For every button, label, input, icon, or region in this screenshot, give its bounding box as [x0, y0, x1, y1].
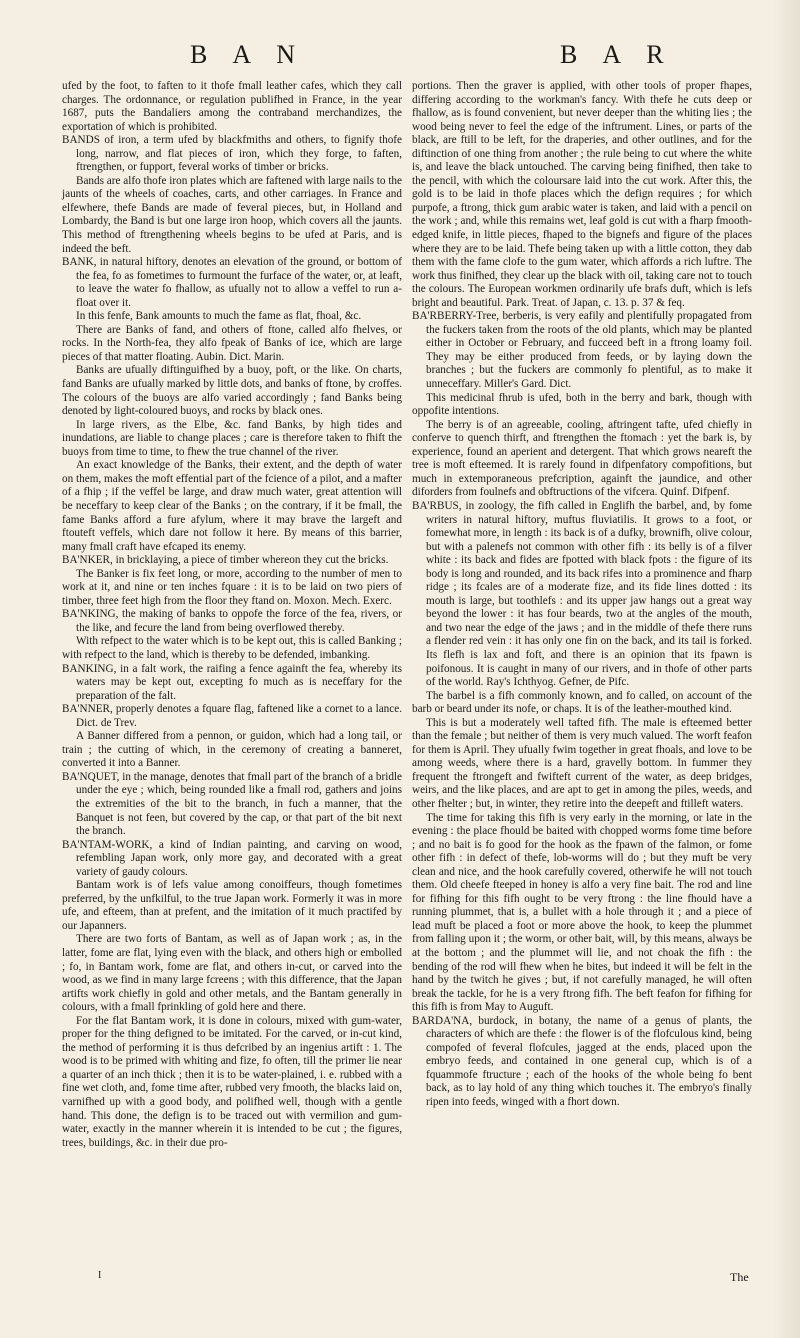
entry-paragraph: This is but a moderately well tafted fifh. The male is efteemed better than the female ; but neither of them is very much valued. The worft feafon for them is April. They ufually fwim together in great fhoals, and love to be among weeds, where there is a hard, gravelly bottom. In fummer they frequent the ftrongeft and fwifteft current of the water, as deep bridges, weirs, and the like places, and are apt to get in among the piles, weeds, and other fhelter ; but, in winter, they retire into the deepeft and ftilleft waters. — [412, 716, 752, 810]
dictionary-entry: BA'RBERRY-Tree, berberis, is very eafily and plentifully propagated from the fuckers taken from the roots of the old plants, which may be planted either in October or February, and fucceed beft in a ftrong loamy foil. They may be either produced from feeds, or by laying down the branches ; but the fuckers are commonly fo plentiful, as to make it unneceffary. Miller's Gard. Dict. — [412, 310, 752, 391]
dictionary-entry: BA'RBUS, in zoology, the fifh called in Englifh the barbel, and, by fome writers in natural hiftory, muftus fluviatilis. It grows to a foot, or fomewhat more, in length : its back is of a dufky, brownifh, olive colour, but with a palenefs not common with other fifh : its belly is of a filver white : its back and fides are fpotted with black fpots : the figure of its body is long and rounded, and its back rifes into a prominence and fharp ridge ; its fcales are of a moderate fize, and its fide lines dotted : its mouth is large, but toothlefs : and its upper jaw hangs out a great way beyond the lower : it has four beards, two at the angles of the mouth, and two near the edge of the jaws ; and in the middle of thefe there runs a flender red vein : it has only one fin on the back, and its tail is forked. Its flefh is lax and foft, and there is an opinion that its fpawn is poifonous. It is caught in many of our rivers, and in thofe of other parts of the world. Ray's Ichthyog. Gefner, de Pifc. — [412, 499, 752, 689]
entry-paragraph: The berry is of an agreeable, cooling, aftringent tafte, ufed chiefly in conferve to quench thirft, and ftrengthen the ftomach : yet the bark is, by experience, found an aperient and detergent. That which grows neareft the tree is moft efteemed. It is rarely found in difpenfatory compofitions, but much in extemporaneous prefcription, againft the jaundice, and other diforders from foulnefs and obftructions of the vifcera. Quinf. Difpenf. — [412, 418, 752, 499]
entry-paragraph: Banks are ufually diftinguifhed by a buoy, poft, or the like. On charts, fand Banks are ufually marked by little dots, and banks of ftone, by croffes. The colours of the buoys are alfo varied accordingly ; fand Banks being denoted by light-coloured buoys, and rocks by black ones. — [62, 364, 402, 418]
running-head-left: B A N — [190, 40, 306, 69]
entry-paragraph: For the flat Bantam work, it is done in colours, mixed with gum-water, proper for the thing defigned to be imitated. For the carved, or in-cut kind, the method of performing it is thus defcribed by an ingenius artift : 1. The wood is to be primed with whiting and fize, fo often, till the primer lie near a quarter of an inch thick ; then it is to be water-plained, i. e. rubbed with a fine wet cloth, and, fome time after, rubbed very fmooth, the blacks laid on, varnifhed up with a good body, and polifhed well, though with a gentle hand. This done, the defign is to be traced out with vermilion and gum-water, exactly in the manner wherein it is intended to be cut ; the figures, trees, buildings, &c. in their due pro- — [62, 1014, 402, 1149]
dictionary-entry: BA'NTAM-WORK, a kind of Indian painting, and carving on wood, refembling Japan work, only more gay, and decorated with a great variety of gaudy colours. — [62, 838, 402, 878]
entry-paragraph: The Banker is fix feet long, or more, according to the number of men to work at it, and nine or ten inches fquare : it is to be laid on two piers of timber, three feet high from the floor they ftand on. Moxon. Mech. Exerc. — [62, 567, 402, 607]
entry-paragraph: The barbel is a fifh commonly known, and fo called, on account of the barb or beard under its nofe, or chaps. It is of the leather-mouthed kind. — [412, 689, 752, 716]
dictionary-entry: BANKING, in a falt work, the raifing a fence againft the fea, whereby its waters may be kept out, excepting fo much as is neceffary for the preparation of the falt. — [62, 662, 402, 702]
entry-paragraph: This medicinal fhrub is ufed, both in the berry and bark, though with oppofite intentions. — [412, 391, 752, 418]
entry-paragraph: In this fenfe, Bank amounts to much the fame as flat, fhoal, &c. — [76, 310, 362, 323]
signature-mark: I — [98, 1270, 102, 1281]
entry-paragraph: There are two forts of Bantam, as well as of Japan work ; as, in the latter, fome are flat, lying even with the black, and others high or embolled ; fo, in Bantam work, fome are flat, and others in-cut, or carved into the wood, as we find in many large fcreens ; with this difference, that the Japan artifts work chiefly in gold and other metals, and the Bantam generally in colours, with a fmall fprinkling of gold here and there. — [62, 933, 402, 1014]
entry-paragraph: The time for taking this fifh is very early in the morning, or late in the evening : the place fhould be baited with chopped worms fome time before ; and no bait is fo good for the hook as the fpawn of the falmon, or fome other fifh : in defect of thefe, lob-worms will do ; but they muft be very clean and nice, and the hook carefully covered, otherwife he will not touch them. Old cheefe fteeped in honey is alfo a very fine bait. The rod and line for fifhing for this fifh ought to be very ftrong : the line fhould have a running plummet, that is, a bullet with a hole through it ; and a piece of lead muft be placed a foot or more above the hook, to keep the plummet from falling upon it ; the worm, or other bait, will, by this means, always be at the bottom ; and the plummet will lie, and not choak the fifh : the bending of the rod will fhew when he bites, but indeed it will be felt in the hand by the twitch he gives ; but, if not carefully managed, he will often break the tackle, for he is a very ftrong fifh. The beft feafon for fifhing for this fifh is from May to Auguft. — [412, 811, 752, 1014]
dictionary-entry: BA'NNER, properly denotes a fquare flag, faftened like a cornet to a lance. Dict. de Trev. — [62, 703, 402, 729]
entry-paragraph: There are Banks of fand, and others of ftone, called alfo fhelves, or rocks. In the North-fea, they alfo fpeak of Banks of ice, which are large pieces of that matter floating. Aubin. Dict. Marin. — [62, 323, 402, 363]
dictionary-entry: BANK, in natural hiftory, denotes an elevation of the ground, or bottom of the fea, fo as fometimes to furmount the furface of the water, or, at leaft, to leave the water fo fhallow, as ufually not to allow a veffel to run a-float over it. — [62, 256, 402, 309]
entry-paragraph: An exact knowledge of the Banks, their extent, and the depth of water on them, makes the moft effential part of the fcience of a pilot, and a mafter of a fhip ; if the veffel be large, and draw much water, great attention will be neceffary to keep clear of the Banks ; on the contrary, if it be fmall, the fame Banks afford a fure afylum, where it may brave the largeft and ftouteft veffels, which dare not follow it here. By means of this barrier, many fmall craft have efcaped its enemy. — [62, 459, 402, 553]
catchword: The — [730, 1270, 749, 1284]
entry-paragraph: With refpect to the water which is to be kept out, this is called Banking ; with refpect to the land, which is thereby to be defended, imbanking. — [62, 635, 402, 661]
entry-paragraph: A Banner differed from a pennon, or guidon, which had a long tail, or train ; the cutting of which, in the ceremony of creating a banneret, converted it into a Banner. — [62, 730, 402, 770]
entry-paragraph: In large rivers, as the Elbe, &c. fand Banks, by high tides and inundations, are liable to change places ; care is therefore taken to fhift the buoys from time to time, to fhew the true channel of the river. — [62, 418, 402, 458]
page-edge-shadow — [772, 0, 800, 1338]
dictionary-entry: BA'NQUET, in the manage, denotes that fmall part of the branch of a bridle under the eye ; which, being rounded like a fmall rod, gathers and joins the extremities of the bit to the branch, in fuch a manner, that the Banquet is not feen, but covered by the cap, or that part of the bit next the branch. — [62, 770, 402, 838]
dictionary-entry: BA'NKING, the making of banks to oppofe the force of the fea, rivers, or the like, and fecure the land from being overflowed thereby. — [62, 608, 402, 634]
right-column — [412, 80, 752, 1110]
entry-paragraph: ufed by the foot, to faften to it thofe fmall leather cafes, which they call charges. The ordonnance, or regulation publifhed in France, in the year 1687, puts the Bandaliers among the contraband merchandizes, the exportation of which is prohibited. — [62, 80, 402, 133]
left-column — [62, 80, 402, 1150]
running-head-right: B A R — [560, 40, 674, 69]
dictionary-entry: BARDA'NA, burdock, in botany, the name of a genus of plants, the characters of which are thefe : the flower is of the flofculous kind, being compofed of feveral flofcules, jagged at the ends, placed upon the embryo feeds, and contained in one general cup, which is of a fquammofe ftructure ; each of the hooks of the whole being fo bent back, as to lay hold of any thing which touches it. The embryo's finally ripen into feeds, winged with a fhort down. — [412, 1014, 752, 1109]
dictionary-entry: BANDS of iron, a term ufed by blackfmiths and others, to fignify thofe long, narrow, and flat pieces of iron, which they forge, to faften, ftrengthen, or fupport, feveral works of timber or bricks. — [62, 134, 402, 174]
entry-paragraph: portions. Then the graver is applied, with other tools of proper fhapes, differing according to the workman's fancy. With thefe he cuts deep or fhallow, as is found convenient, but never deeper than the whiting lies ; the wood being never to feel the edge of the inftrument. Lines, or parts of the black, are ftill to be left, for the draperies, and other outlines, and for the diftinction of one thing from another ; the rule being to cut where the white is, and leave the black untouched. The carving being finifhed, then take to the pencil, with which the coloursare laid into the cut work. After this, the gold is to be laid in thofe places which the defign requires ; for which purpofe, a ftrong, thick gum arabic water is taken, and laid with a pencil on the work ; and, while this remains wet, leaf gold is cut with a fharp fmooth-edged knife, in little pieces, fhaped to the bignefs and figure of the places where they are to be laid. Thefe being taken up with a little cotton, they dab them with the fame clofe to the gum water, which affords a rich luftre. The work thus finifhed, they clear up the black with oil, taking care not to touch the colours. The European workmen ordinarily ufe brafs duft, which is lefs bright and beautiful. Park. Treat. of Japan, c. 13. p. 37 & feq. — [412, 80, 752, 309]
dictionary-entry: BA'NKER, in bricklaying, a piece of timber whereon they cut the bricks. — [62, 554, 389, 567]
entry-paragraph: Bantam work is of lefs value among conoiffeurs, though fometimes preferred, by the unfkilful, to the true Japan work. Formerly it was in more ufe, and efteem, than at prefent, and the imitation of it much practifed by our Japanners. — [62, 879, 402, 932]
entry-paragraph: Bands are alfo thofe iron plates which are faftened with large nails to the jaunts of the wheels of coaches, carts, and other carriages. In France and elfewhere, thefe Bands are made of feveral pieces, but, in Holland and Lombardy, the Band is but one large iron hoop, which covers all the jaunts. This method of ftrengthening wheels begins to be ufed at Paris, and is indeed the beft. — [62, 174, 402, 255]
